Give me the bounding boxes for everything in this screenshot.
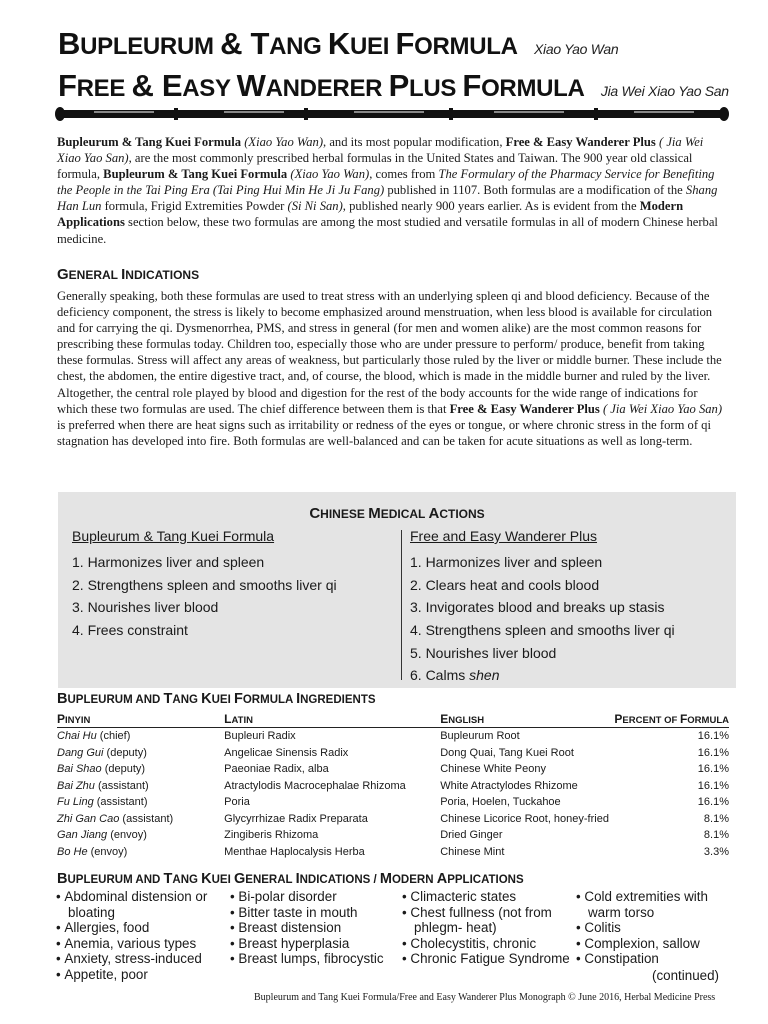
- heading-cap: F: [234, 691, 243, 707]
- english-cell: [440, 794, 609, 811]
- text: , are the most commonly prescribed herbal formulas in the United States and Taiwan. The 900 year old classical formula,: [57, 151, 693, 182]
- action-item: 3. Invigorates blood and breaks up stasis: [410, 599, 665, 616]
- header-small: INYIN: [65, 715, 91, 726]
- source-pinyin: (Tai Ping Hui Min He Ji Ju Fang): [212, 183, 385, 198]
- percent-cell-text: 16.1%: [697, 779, 729, 792]
- pinyin-name: (Xiao Yao Wan): [244, 135, 324, 149]
- percent-cell-text: 3.3%: [703, 845, 729, 858]
- formula-name: Bupleurum & Tang Kuei Formula: [57, 135, 242, 149]
- action-item: 4. Frees constraint: [72, 622, 188, 639]
- heading-cap: K: [201, 691, 212, 707]
- ingredients-table: [57, 710, 729, 860]
- action-item: 1. Harmonizes liver and spleen: [72, 554, 265, 570]
- table-row: [57, 745, 729, 762]
- col-percent: [609, 710, 729, 728]
- list-item: • Breast lumps, fibrocystic: [230, 951, 400, 967]
- title-cap: P: [388, 68, 409, 103]
- text: , comes from: [369, 167, 439, 182]
- heading-cap: I: [121, 266, 126, 283]
- action-item: 2. Clears heat and cools blood: [410, 576, 600, 593]
- actions-left-heading: Bupleurum & Tang Kuei Formula: [72, 528, 275, 544]
- action-item: 3. Nourishes liver blood: [72, 599, 219, 616]
- text: published in 1107. Both formulas are a modification of the: [384, 183, 686, 198]
- chinese-medical-actions-box: [58, 492, 736, 688]
- action-item: 2. Strengthens spleen and smooths liver qi: [72, 576, 337, 593]
- title-cap: F: [58, 68, 77, 103]
- pinyin-cell: [57, 761, 224, 778]
- title-small: ASY: [182, 75, 237, 102]
- list-item: • Chest fullness (not from phlegm- heat): [402, 905, 572, 936]
- header-cap: L: [224, 712, 232, 726]
- latin-cell-text: Angelicae Sinensis Radix: [224, 746, 349, 759]
- table-row: [57, 778, 729, 795]
- english-cell-text: Chinese Licorice Root, honey-fried: [440, 812, 609, 825]
- list-item: • Chronic Fatigue Syndrome: [402, 951, 572, 967]
- section-ref: Modern Applications: [57, 199, 684, 230]
- pinyin-cell: [57, 844, 224, 861]
- list-item: • Cold extremities with warm torso: [576, 889, 736, 920]
- actions-right-heading: Free and Easy Wanderer Plus: [410, 528, 598, 544]
- title-small: REE: [76, 75, 132, 102]
- percent-cell-text: 16.1%: [697, 746, 729, 759]
- english-cell-text: Dong Quai, Tang Kuei Root: [440, 746, 574, 759]
- english-cell-text: Dried Ginger: [440, 829, 503, 842]
- pinyin-name: ( Jia Wei Xiao Yao San): [57, 135, 704, 166]
- modern-applications-heading: [57, 870, 524, 887]
- pinyin-cell-text: Bai Shao: [57, 763, 102, 776]
- percent-cell: [609, 794, 729, 811]
- latin-cell-text: Paeoniae Radix, alba: [224, 763, 329, 776]
- heading-cap: A: [428, 505, 440, 522]
- actions-heading: [58, 505, 736, 522]
- pinyin-cell: [57, 811, 224, 828]
- title-cap: & T: [220, 26, 270, 61]
- title-small: ORMULA: [481, 75, 585, 102]
- latin-cell-text: Glycyrrhizae Radix Preparata: [224, 812, 368, 825]
- heading-small: EDICAL: [380, 507, 429, 521]
- applications-column-4: [576, 889, 736, 967]
- heading-cap: C: [309, 505, 321, 522]
- pinyin-name: (Si Ni San): [287, 199, 343, 214]
- pinyin-cell-text: (envoy): [87, 845, 128, 858]
- heading-cap: T: [163, 691, 173, 707]
- title-small: UPLEURUM: [80, 33, 221, 60]
- table-row: [57, 827, 729, 844]
- applications-column-1: [56, 889, 228, 983]
- heading-small: UEI: [211, 694, 234, 706]
- table-row: [57, 728, 729, 745]
- text: section below, these two formulas are among the most studied and versatile formulas in all of modern Chinese herbal medicine.: [57, 215, 718, 246]
- list-item: • Colitis: [576, 920, 736, 936]
- heading-small: ORMULA: [242, 694, 297, 706]
- latin-cell-text: Zingiberis Rhizoma: [224, 829, 319, 842]
- actions-right-column: [401, 528, 722, 684]
- latin-cell: [224, 794, 440, 811]
- percent-cell: [609, 761, 729, 778]
- list-item: • Appetite, poor: [56, 967, 228, 983]
- pinyin-cell-text: (deputy): [101, 763, 146, 776]
- percent-cell-text: 16.1%: [697, 763, 729, 776]
- percent-cell: [609, 728, 729, 745]
- heading-small: UEI: [211, 874, 234, 886]
- general-indications-paragraph: [57, 288, 729, 449]
- title2-pinyin: Jia Wei Xiao Yao San: [600, 83, 729, 99]
- title-cap: W: [236, 68, 266, 103]
- list-item: • Climacteric states: [402, 889, 572, 905]
- footer-copyright: Bupleurum and Tang Kuei Formula/Free and Easy Wanderer Plus Monograph © June 2016, Herbal Medicine Press: [254, 992, 716, 1003]
- table-row: [57, 844, 729, 861]
- latin-cell: [224, 745, 440, 762]
- english-cell: [440, 745, 609, 762]
- text: formula, Frigid Extremities Powder: [101, 199, 288, 214]
- list-item: • Bi-polar disorder: [230, 889, 400, 905]
- text: , published nearly 900 years earlier. As is evident from the: [342, 199, 640, 214]
- latin-cell: [224, 728, 440, 745]
- applications-column-3: [402, 889, 572, 967]
- table-row: [57, 794, 729, 811]
- title-bupleurum: [58, 26, 618, 62]
- english-cell-text: White Atractylodes Rhizome: [440, 779, 578, 792]
- title-cap: K: [327, 26, 351, 61]
- header-cap: F: [679, 712, 688, 726]
- latin-cell-text: Poria: [224, 796, 250, 809]
- heading-cap: B: [57, 871, 68, 887]
- pinyin-cell: [57, 827, 224, 844]
- title-small: LUS: [408, 75, 463, 102]
- pinyin-cell-text: Fu Ling: [57, 796, 94, 809]
- continued-note: (continued): [652, 968, 719, 983]
- title-small: ORMULA: [414, 33, 518, 60]
- header-cap: P: [614, 712, 623, 726]
- english-cell-text: Bupleurum Root: [440, 730, 520, 743]
- latin-cell: [224, 778, 440, 795]
- header-small: ORMULA: [687, 715, 729, 726]
- latin-cell: [224, 844, 440, 861]
- latin-cell: [224, 761, 440, 778]
- header-small: NGLISH: [448, 715, 485, 726]
- list-item: • Cholecystitis, chronic: [402, 936, 572, 952]
- pinyin-cell-text: (assistant): [94, 779, 149, 792]
- english-cell: [440, 728, 609, 745]
- pinyin-cell-text: (assistant): [93, 796, 148, 809]
- english-cell-text: Poria, Hoelen, Tuckahoe: [440, 796, 561, 809]
- header-small: ERCENT OF: [622, 715, 680, 726]
- english-cell: [440, 827, 609, 844]
- col-pinyin: [57, 710, 224, 728]
- english-cell-text: Chinese White Peony: [440, 763, 546, 776]
- text: , and its most popular modification,: [323, 135, 506, 149]
- heading-small: ODERN: [391, 874, 437, 886]
- header-cap: E: [440, 712, 449, 726]
- bamboo-divider-icon: [54, 106, 730, 122]
- heading-cap: B: [57, 691, 68, 707]
- heading-small: CTIONS: [439, 507, 485, 521]
- percent-cell: [609, 827, 729, 844]
- heading-small: ANG: [172, 694, 202, 706]
- header-small: ATIN: [231, 715, 253, 726]
- applications-column-2: [230, 889, 400, 967]
- table-header-row: [57, 710, 729, 728]
- percent-cell-text: 16.1%: [697, 730, 729, 743]
- title-small: ANDERER: [265, 75, 389, 102]
- heading-small: NDICATIONS /: [299, 874, 380, 886]
- pinyin-cell-text: Bo He: [57, 845, 88, 858]
- pinyin-cell-text: Dang Gui: [57, 746, 104, 759]
- list-item: • Bitter taste in mouth: [230, 905, 400, 921]
- list-item: • Complexion, sallow: [576, 936, 736, 952]
- source-title: The Formulary of the Pharmacy Service for Benefiting the People in the Tai Ping Era: [57, 167, 715, 198]
- list-item: • Breast hyperplasia: [230, 936, 400, 952]
- english-cell: [440, 761, 609, 778]
- heading-small: UPLEURUM AND: [67, 874, 164, 886]
- ingredients-heading: [57, 690, 376, 707]
- heading-cap: G: [57, 266, 69, 283]
- action-italic: shen: [469, 667, 500, 684]
- intro-paragraph: [57, 134, 729, 247]
- heading-cap: T: [163, 871, 173, 887]
- text: is preferred when there are heat signs such as irritability or redness of the eyes or tongue, or where chronic stress in the form of qi stagnation has developed into fire. Both formulas are well-balanced and can be taken for acute situations as well as long-term.: [57, 417, 711, 448]
- pinyin-cell-text: (assistant): [119, 812, 174, 825]
- heading-cap: K: [201, 871, 212, 887]
- english-cell-text: Chinese Mint: [440, 845, 505, 858]
- title-small: UEI: [350, 33, 396, 60]
- title-small: ANG: [269, 33, 328, 60]
- pinyin-cell-text: Gan Jiang: [57, 829, 108, 842]
- english-cell: [440, 778, 609, 795]
- english-cell: [440, 811, 609, 828]
- formula-name: Free & Easy Wanderer Plus: [505, 135, 656, 149]
- heading-small: UPLEURUM AND: [67, 694, 164, 706]
- list-item: • Constipation: [576, 951, 736, 967]
- action-item: 5. Nourishes liver blood: [410, 644, 557, 661]
- percent-cell: [609, 778, 729, 795]
- pinyin-cell: [57, 745, 224, 762]
- title-cap: & E: [131, 68, 183, 103]
- heading-cap: A: [436, 871, 448, 887]
- heading-small: HINESE: [320, 507, 369, 521]
- action-item: [410, 664, 675, 687]
- general-indications-heading: [57, 266, 199, 283]
- ingredients-body: [57, 728, 729, 861]
- pinyin-name: ( Jia Wei Xiao Yao San): [602, 401, 723, 416]
- title1-pinyin: Xiao Yao Wan: [534, 41, 619, 57]
- col-english: [440, 710, 609, 728]
- heading-cap: I: [295, 871, 300, 887]
- title-cap: B: [58, 26, 81, 61]
- percent-cell-text: 8.1%: [703, 829, 729, 842]
- pinyin-cell: [57, 778, 224, 795]
- table-row: [57, 811, 729, 828]
- pinyin-cell-text: (envoy): [107, 829, 147, 842]
- list-item: • Allergies, food: [56, 920, 228, 936]
- list-item: • Anemia, various types: [56, 936, 228, 952]
- pinyin-cell-text: Zhi Gan Cao: [57, 812, 120, 825]
- col-latin: [224, 710, 440, 728]
- header-cap: P: [57, 712, 66, 726]
- percent-cell: [609, 844, 729, 861]
- pinyin-cell-text: (deputy): [103, 746, 147, 759]
- text: Generally speaking, both these formulas are used to treat stress with an underlying spleen qi and blood deficiency. Because of the deficiency component, the stress is likely to become emphasized around menstruation, when less blood is available for circulation and for carrying the qi. Dysmenorrhea, PMS, and stress in general (for men and women alike) are the most common reasons for prescribing these formulas today. Children too, especially those who are under pressure to perform/ produce, benefit from taking these formulas. Stress will affect any areas of weakness, but particularly those ruled by the liver or middle burner. These include the chest, the abdomen, the entire digestive tract, and, of course, the blood, which is made in the middle burner and ruled by the liver. Altogether, the central role played by blood and digestion for the rest of the body accounts for the wide range of indications for which these two formulas are used. The chief difference between them is that: [57, 289, 722, 416]
- list-item: • Breast distension: [230, 920, 400, 936]
- source-title: Shang Han Lun: [57, 183, 718, 214]
- table-row: [57, 761, 729, 778]
- pinyin-name: (Xiao Yao Wan): [290, 167, 370, 182]
- latin-cell: [224, 827, 440, 844]
- percent-cell: [609, 811, 729, 828]
- pinyin-cell-text: (chief): [96, 730, 131, 743]
- percent-cell-text: 16.1%: [697, 796, 729, 809]
- list-item: • Abdominal distension or bloating: [56, 889, 228, 920]
- title-cap: F: [462, 68, 482, 103]
- percent-cell-text: 8.1%: [703, 812, 729, 825]
- heading-small: ENERAL: [245, 874, 296, 886]
- title-free-easy: [58, 68, 729, 104]
- latin-cell: [224, 811, 440, 828]
- pinyin-cell: [57, 728, 224, 745]
- list-item: • Anxiety, stress-induced: [56, 951, 228, 967]
- action-item: 1. Harmonizes liver and spleen: [410, 554, 603, 570]
- actions-left-column: [72, 528, 390, 642]
- heading-cap: I: [296, 691, 301, 707]
- latin-cell-text: Atractylodis Macrocephalae Rhizoma: [224, 779, 406, 792]
- pinyin-cell-text: Bai Zhu: [57, 779, 95, 792]
- pinyin-cell: [57, 794, 224, 811]
- formula-name: Bupleurum & Tang Kuei Formula: [103, 167, 288, 182]
- heading-small: PPLICATIONS: [447, 874, 524, 886]
- heading-small: ANG: [172, 874, 202, 886]
- latin-cell-text: Bupleuri Radix: [224, 730, 296, 743]
- heading-cap: M: [379, 871, 392, 887]
- english-cell: [440, 844, 609, 861]
- heading-small: NDICATIONS: [125, 268, 200, 282]
- percent-cell: [609, 745, 729, 762]
- heading-cap: M: [368, 505, 381, 522]
- heading-cap: G: [234, 871, 246, 887]
- title-cap: F: [395, 26, 415, 61]
- heading-small: ENERAL: [68, 268, 122, 282]
- pinyin-cell-text: Chai Hu: [57, 730, 97, 743]
- heading-small: NGREDIENTS: [300, 694, 376, 706]
- action-text: 6. Calms: [410, 667, 470, 684]
- latin-cell-text: Menthae Haplocalysis Herba: [224, 845, 365, 858]
- formula-name: Free & Easy Wanderer Plus: [449, 401, 600, 416]
- action-item: 4. Strengthens spleen and smooths liver qi: [410, 622, 675, 639]
